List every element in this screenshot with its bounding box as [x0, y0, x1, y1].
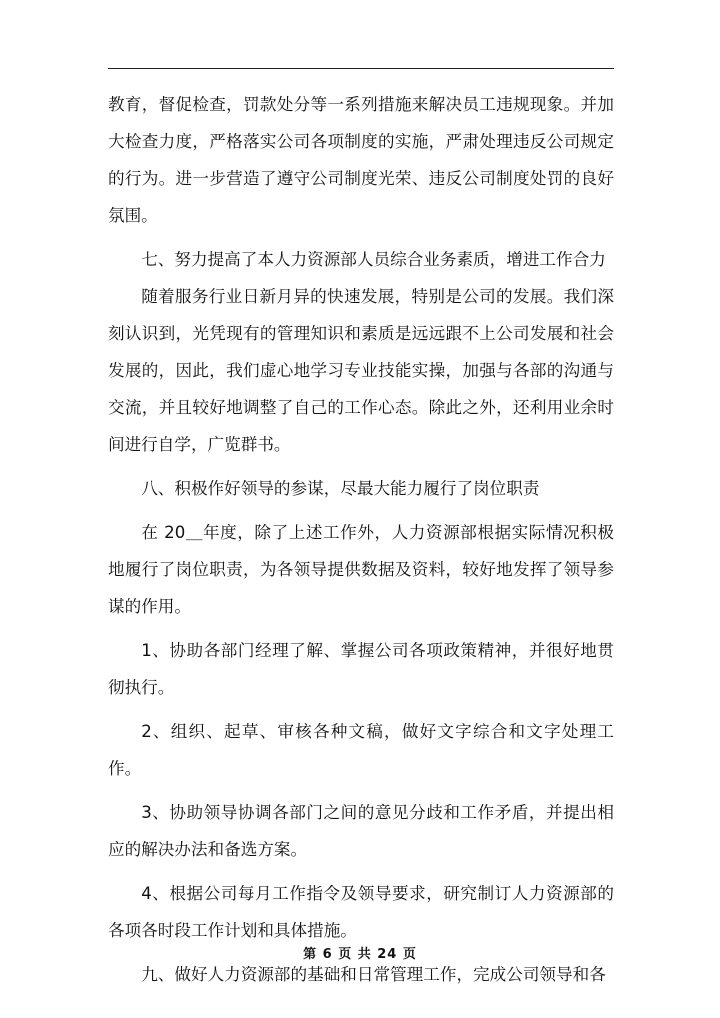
section-heading-8: 八、积极作好领导的参谋，尽最大能力履行了岗位职责: [141, 479, 540, 498]
page-number: 第 6 页 共 24 页: [303, 947, 417, 962]
document-body: [108, 86, 614, 993]
paragraph-continuation: 教育，督促检查，罚款处分等一系列措施来解决员工违规现象。并加大检查力度，严格落实公司各项制度的实施，严肃处理违反公司规定的行为。进一步营造了遵守公司制度光荣、违反公司制度处罚的良好氛围。: [108, 95, 614, 225]
paragraph: 在 20＿年度，除了上述工作外，人力资源部根据实际情况积极地履行了岗位职责，为各领导提供数据及资料，较好地发挥了领导参谋的作用。: [108, 523, 614, 616]
list-item: 4、根据公司每月工作指令及领导要求，研究制订人力资源部的各项各时段工作计划和具体措施。: [108, 884, 614, 940]
section-heading-9: 九、做好人力资源部的基础和日常管理工作，完成公司领导和各: [141, 965, 606, 984]
list-item: 1、协助各部门经理了解、掌握公司各项政策精神，并很好地贯彻执行。: [108, 641, 614, 697]
paragraph: 随着服务行业日新月异的快速发展，特别是公司的发展。我们深刻认识到，光凭现有的管理知识和素质是远远跟不上公司发展和社会发展的，因此，我们虚心地学习专业技能实操，加强与各部的沟通与交流，并且较好地调整了自己的工作心态。除此之外，还利用业余时间进行自学，广览群书。: [108, 287, 614, 454]
section-heading-7: 七、努力提高了本人力资源部人员综合业务素质，增进工作合力: [141, 250, 606, 269]
list-item: 2、组织、起草、审核各种文稿，做好文字综合和文字处理工作。: [108, 722, 614, 778]
list-item: 3、协助领导协调各部门之间的意见分歧和工作矛盾，并提出相应的解决办法和备选方案。: [108, 803, 614, 859]
header-rule: [108, 68, 614, 69]
